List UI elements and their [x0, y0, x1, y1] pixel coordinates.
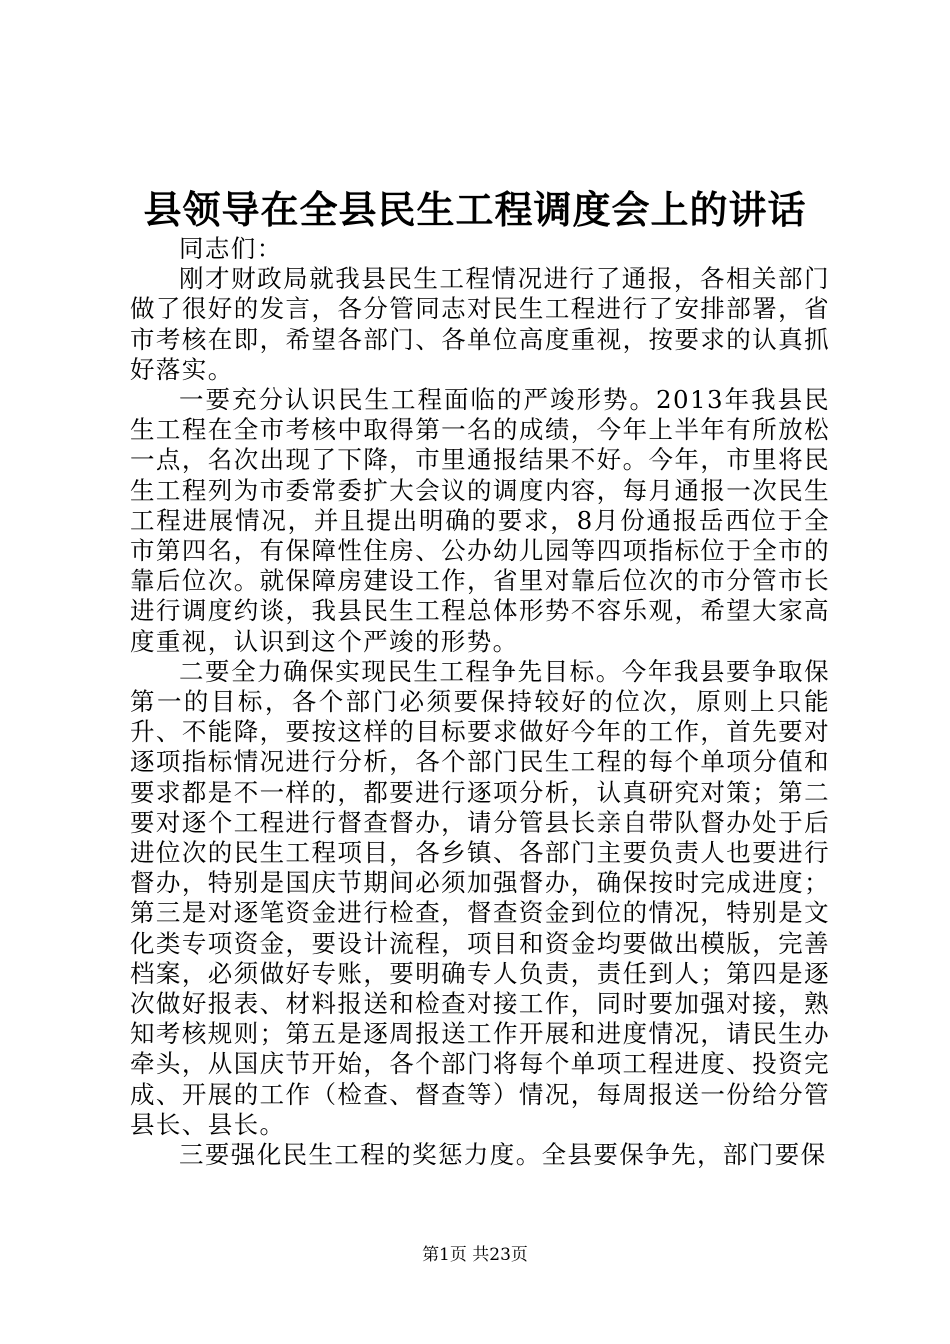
paragraph-point-one: 一要充分认识民生工程面临的严竣形势。2013年我县民生工程在全市考核中取得第一名的成绩，今年上半年有所放松一点，名次出现了下降，市里通报结果不好。今年，市里将民生工程列为市委常委扩大会议的调度内容，每月通报一次民生工程进展情况，并且提出明确的要求，8月份通报岳西位于全市第四名，有保障性住房、公办幼儿园等四项指标位于全市的靠后位次。就保障房建设工作，省里对靠后位次的市分管市长进行调度约谈，我县民生工程总体形势不容乐观，希望大家高度重视，认识到这个严竣的形势。: [130, 385, 830, 656]
paragraph-intro: 刚才财政局就我县民生工程情况进行了通报，各相关部门做了很好的发言，各分管同志对民生工程进行了安排部署，省市考核在即，希望各部门、各单位高度重视，按要求的认真抓好落实。: [130, 264, 830, 384]
document-body: [130, 234, 830, 1170]
paragraph-point-two: 二要全力确保实现民生工程争先目标。今年我县要争取保第一的目标，各个部门必须要保持较好的位次，原则上只能升、不能降，要按这样的目标要求做好今年的工作，首先要对逐项指标情况进行分析，各个部门民生工程的每个单项分值和要求都是不一样的，都要进行逐项分析，认真研究对策；第二要对逐个工程进行督查督办，请分管县长亲自带队督办处于后进位次的民生工程项目，各乡镇、各部门主要负责人也要进行督办，特别是国庆节期间必须加强督办，确保按时完成进度；第三是对逐笔资金进行检查，督查资金到位的情况，特别是文化类专项资金，要设计流程，项目和资金均要做出模版，完善档案，必须做好专账，要明确专人负责，责任到人；第四是逐次做好报表、材料报送和检查对接工作，同时要加强对接，熟知考核规则；第五是逐周报送工作开展和进度情况，请民生办牵头，从国庆节开始，各个部门将每个单项工程进度、投资完成、开展的工作（检查、督查等）情况，每周报送一份给分管县长、县长。: [130, 656, 830, 1139]
salutation: 同志们：: [179, 234, 283, 263]
document-title: 县领导在全县民生工程调度会上的讲话: [143, 187, 807, 232]
page-number-footer: 第1页 共23页: [422, 1245, 528, 1265]
paragraph-point-three: 三要强化民生工程的奖惩力度。全县要保争先，部门要保: [179, 1140, 827, 1170]
